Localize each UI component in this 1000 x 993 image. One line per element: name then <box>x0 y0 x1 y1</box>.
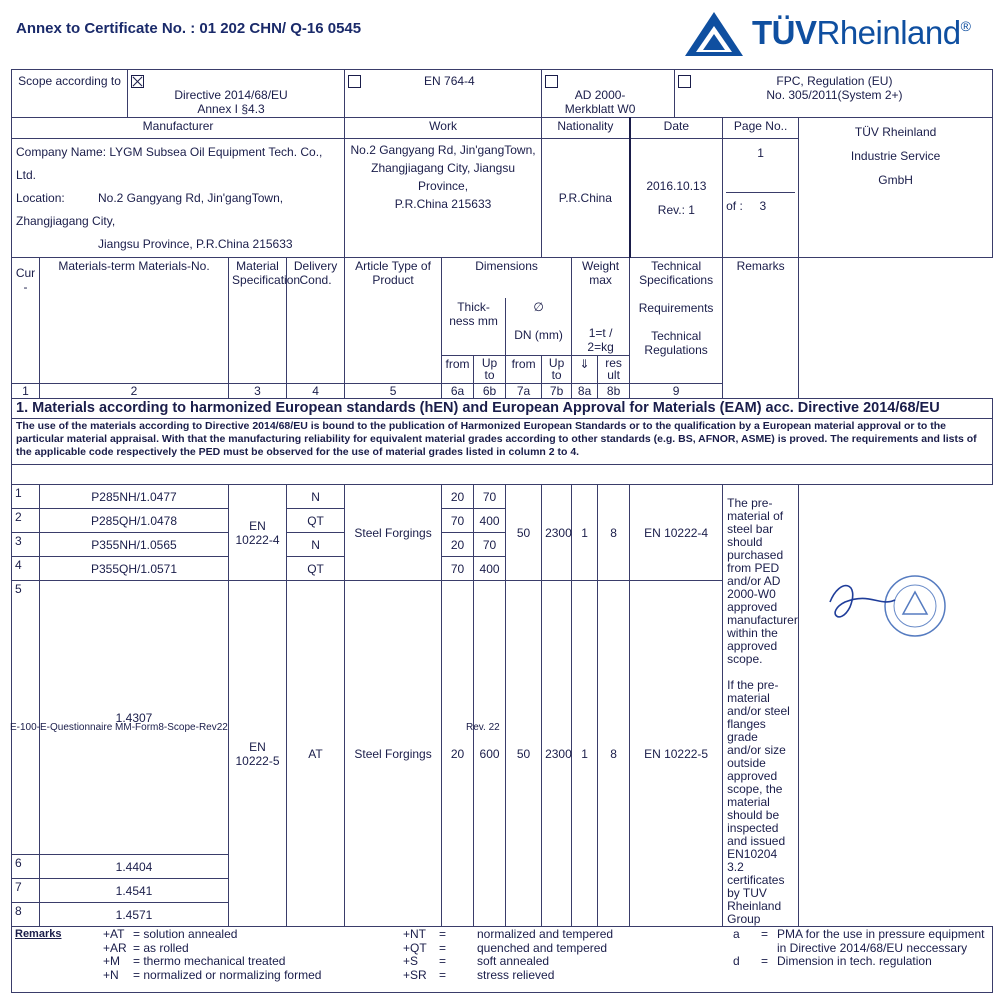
col-number: 5 <box>345 384 442 399</box>
scope-option-en764[interactable]: EN 764-4 <box>345 70 542 118</box>
thick-from-cell: 70 <box>442 557 474 581</box>
col-article-header: Article Type of Product <box>345 258 442 384</box>
col-remarks-header: Remarks <box>723 258 799 399</box>
page-header: Page No.. <box>723 118 799 139</box>
scope-label: Scope according to <box>12 70 128 118</box>
col-materials-header: Materials-term Materials-No. <box>40 258 229 384</box>
nationality-value: P.R.China <box>542 139 630 258</box>
thick-upto-cell: 70 <box>474 533 506 557</box>
spec-cell: EN 10222-4 <box>229 485 287 581</box>
col-cur-header: Cur - <box>12 258 40 384</box>
thick-from: from <box>442 356 474 384</box>
col-number: 9 <box>630 384 723 399</box>
technical-cell: EN 10222-5 <box>630 581 723 927</box>
scope-table <box>11 69 993 993</box>
date-value: 2016.10.13 Rev.: 1 <box>630 139 723 258</box>
checkbox-unchecked-icon[interactable] <box>545 75 558 88</box>
material-cell: 1.4404 <box>40 855 229 879</box>
tuv-logo-text: TÜVRheinland® <box>752 14 971 51</box>
delivery-cell: N <box>287 533 345 557</box>
weight-unit-header: 1=t / 2=kg <box>572 298 630 356</box>
weight-value-cell: 8 <box>598 485 630 581</box>
col-number: 8a <box>572 384 598 399</box>
col-number: 6a <box>442 384 474 399</box>
thickness-header: Thick-ness mm <box>442 298 506 356</box>
thick-from-cell: 70 <box>442 509 474 533</box>
spacer-row <box>12 465 993 485</box>
row-number: 4 <box>12 557 40 581</box>
checkbox-unchecked-icon[interactable] <box>678 75 691 88</box>
certificate-title: Annex to Certificate No. : 01 202 CHN/ Q-16 0545 <box>16 20 362 37</box>
remarks-left: +AT = solution annealed +AR = as rolled +M = thermo mechanical treated +N = normalized or normalizing formed <box>103 927 322 982</box>
dn-upto: Up to <box>542 356 572 384</box>
col-spec-header: Material Specification <box>229 258 287 384</box>
delivery-cell: QT <box>287 557 345 581</box>
thick-upto-cell: 70 <box>474 485 506 509</box>
weight-result: res ult <box>598 356 630 384</box>
remarks-mid: +NT = normalized and tempered +QT = quenched and tempered +S = soft annealed +SR = stress relieved <box>403 927 614 982</box>
weight-unit-cell: 1 <box>572 485 598 581</box>
tuv-logo-icon <box>683 10 745 58</box>
thick-upto-cell: 600 <box>474 581 506 927</box>
material-cell: 1.4541 <box>40 879 229 903</box>
form-revision: Rev. 22 <box>466 722 500 733</box>
row-number: 1 <box>12 485 40 509</box>
delivery-cell: N <box>287 485 345 509</box>
date-header: Date <box>630 118 723 139</box>
spec-cell: EN 10222-5 <box>229 581 287 927</box>
material-cell: P355NH/1.0565 <box>40 533 229 557</box>
row-number: 2 <box>12 509 40 533</box>
col-number: 7a <box>506 384 542 399</box>
row-number: 5 <box>12 581 40 855</box>
dn-from: from <box>506 356 542 384</box>
col-number: 8b <box>598 384 630 399</box>
thick-from-cell: 20 <box>442 581 474 927</box>
dn-from-cell: 50 <box>506 581 542 927</box>
weight-unit-cell: 1 <box>572 581 598 927</box>
col-number: 4 <box>287 384 345 399</box>
thick-upto: Up to <box>474 356 506 384</box>
arrow-down-icon: ⇓ <box>572 356 598 384</box>
remarks-cell: The pre-material of steel bar should purchased from PED and/or AD 2000-W0 approved manufacturer within the approved scope. If the pre-material and/or steel flanges grade and/or size outside approved scope, the material should be inspected and issued EN10204 3.2 certificates by TUV Rheinland Group <box>723 485 799 927</box>
checkbox-checked-icon[interactable] <box>131 75 144 88</box>
article-cell: Steel Forgings <box>345 581 442 927</box>
nationality-header: Nationality <box>542 118 630 139</box>
dn-from-cell: 50 <box>506 485 542 581</box>
page-number: 1 of : 3 <box>723 139 799 258</box>
delivery-cell: AT <box>287 581 345 927</box>
work-address: No.2 Gangyang Rd, Jin'gangTown, Zhangjiagang City, Jiangsu Province, P.R.China 215633 <box>345 139 542 258</box>
remarks-right: a = PMA for the use in pressure equipment in Directive 2014/68/EU neccessary d = Dimension in tech. regulation <box>733 927 985 969</box>
section-title: 1. Materials according to harmonized European standards (hEN) and European Approval for Materials (EAM) acc. Directive 2014/68/EU <box>12 399 993 419</box>
scope-option-directive[interactable]: Directive 2014/68/EU Annex I §4.3 <box>128 70 345 118</box>
scope-option-fpc[interactable]: FPC, Regulation (EU) No. 305/2011(System 2+) <box>675 70 993 118</box>
dn-header: ∅ DN (mm) <box>506 298 572 356</box>
row-number: 7 <box>12 879 40 903</box>
work-header: Work <box>345 118 542 139</box>
row-number: 3 <box>12 533 40 557</box>
delivery-cell: QT <box>287 509 345 533</box>
dn-upto-cell: 2300 <box>542 581 572 927</box>
manufacturer-header: Manufacturer <box>12 118 345 139</box>
col-number: 2 <box>40 384 229 399</box>
col-number: 1 <box>12 384 40 399</box>
col-dimensions-header: Dimensions <box>442 258 572 298</box>
remarks-label: Remarks <box>15 928 62 941</box>
material-cell: P285QH/1.0478 <box>40 509 229 533</box>
tuv-issuer: TÜV Rheinland Industrie Service GmbH <box>799 118 993 258</box>
row-number: 8 <box>12 903 40 927</box>
manufacturer-info: Company Name: LYGM Subsea Oil Equipment Tech. Co., Ltd. Location: No.2 Gangyang Rd, Jin'gangTown, Zhangjiagang City, Jiangsu Province, P.R.China 215633 <box>12 139 345 258</box>
thick-from-cell: 20 <box>442 533 474 557</box>
col-weight-header: Weight max <box>572 258 630 298</box>
scope-option-ad2000[interactable]: AD 2000- Merkblatt W0 <box>542 70 675 118</box>
material-cell: 1.4571 <box>40 903 229 927</box>
form-id: E-100-E-Questionnaire MM-Form8-Scope-Rev22 <box>10 722 228 733</box>
material-cell: 1.4307 <box>40 581 229 855</box>
material-cell: P355QH/1.0571 <box>40 557 229 581</box>
tuv-stamp-icon <box>820 572 980 642</box>
checkbox-unchecked-icon[interactable] <box>348 75 361 88</box>
col-number: 6b <box>474 384 506 399</box>
technical-cell: EN 10222-4 <box>630 485 723 581</box>
article-cell: Steel Forgings <box>345 485 442 581</box>
col-delivery-header: Delivery Cond. <box>287 258 345 384</box>
dn-upto-cell: 2300 <box>542 485 572 581</box>
row-number: 6 <box>12 855 40 879</box>
section-description: The use of the materials according to Directive 2014/68/EU is bound to the publication of Harmonized European Standards or to the qualification by a European material approval or to the particular material appraisal. With that the manufacturing reliability for equivalent material grades according to other standards (e.g. BS, AFNOR, ASME) is proved. The requirements and lists of the applicable code respectively the PED must be observed for the use of material grades listed in column 2 to 4. <box>12 419 993 465</box>
remarks-legend <box>12 927 993 993</box>
thick-upto-cell: 400 <box>474 509 506 533</box>
thick-upto-cell: 400 <box>474 557 506 581</box>
col-number: 3 <box>229 384 287 399</box>
thick-from-cell: 20 <box>442 485 474 509</box>
weight-value-cell: 8 <box>598 581 630 927</box>
col-number: 7b <box>542 384 572 399</box>
col-technical-header: Technical Specifications Requirements Technical Regulations <box>630 258 723 384</box>
material-cell: P285NH/1.0477 <box>40 485 229 509</box>
